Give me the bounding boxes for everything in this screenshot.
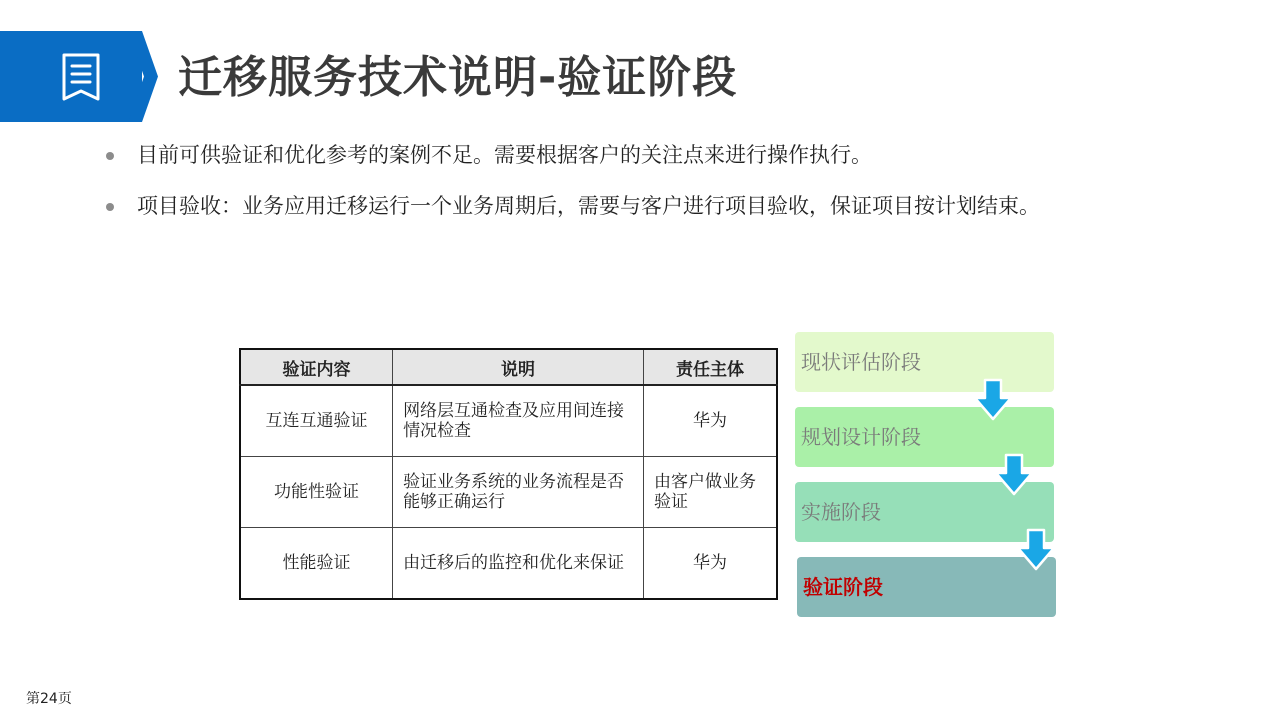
table-cell: 华为 xyxy=(643,528,777,599)
table-row xyxy=(240,456,777,527)
bullet-item xyxy=(104,191,1224,221)
stage-planning: 规划设计阶段 xyxy=(795,407,1054,467)
down-arrow-icon xyxy=(1016,528,1056,572)
bullet-text: 目前可供验证和优化参考的案例不足。需要根据客户的关注点来进行操作执行。 xyxy=(137,143,872,167)
table-cell: 互连互通验证 xyxy=(240,385,393,456)
down-arrow-icon xyxy=(973,378,1013,422)
table-cell: 功能性验证 xyxy=(240,456,393,527)
page-number: 第24页 xyxy=(26,691,72,707)
table-cell: 由客户做业务验证 xyxy=(643,456,777,527)
verification-table xyxy=(239,348,778,600)
column-header: 责任主体 xyxy=(643,349,777,385)
stage-implementation: 实施阶段 xyxy=(795,482,1054,542)
document-icon xyxy=(60,52,102,102)
table-cell: 华为 xyxy=(643,385,777,456)
bullet-item xyxy=(104,140,1224,170)
stage-assessment: 现状评估阶段 xyxy=(795,332,1054,392)
bullet-text: 项目验收：业务应用迁移运行一个业务周期后，需要与客户进行项目验收，保证项目按计划结束。 xyxy=(137,194,1040,218)
table-row xyxy=(240,385,777,456)
down-arrow-icon xyxy=(994,453,1034,497)
page-title: 迁移服务技术说明-验证阶段 xyxy=(178,52,738,103)
column-header: 说明 xyxy=(393,349,644,385)
column-header: 验证内容 xyxy=(240,349,393,385)
table-cell: 性能验证 xyxy=(240,528,393,599)
stage-verification-active: 验证阶段 xyxy=(797,557,1056,617)
bullet-dot-icon xyxy=(106,203,114,211)
header-chevron-icon xyxy=(128,31,158,122)
bullet-list xyxy=(104,140,1224,242)
table-cell: 由迁移后的监控和优化来保证 xyxy=(393,528,644,599)
table-row xyxy=(240,528,777,599)
bullet-dot-icon xyxy=(106,152,114,160)
table-header-row xyxy=(240,349,777,385)
table-cell: 验证业务系统的业务流程是否能够正确运行 xyxy=(393,456,644,527)
table-cell: 网络层互通检查及应用间连接情况检查 xyxy=(393,385,644,456)
